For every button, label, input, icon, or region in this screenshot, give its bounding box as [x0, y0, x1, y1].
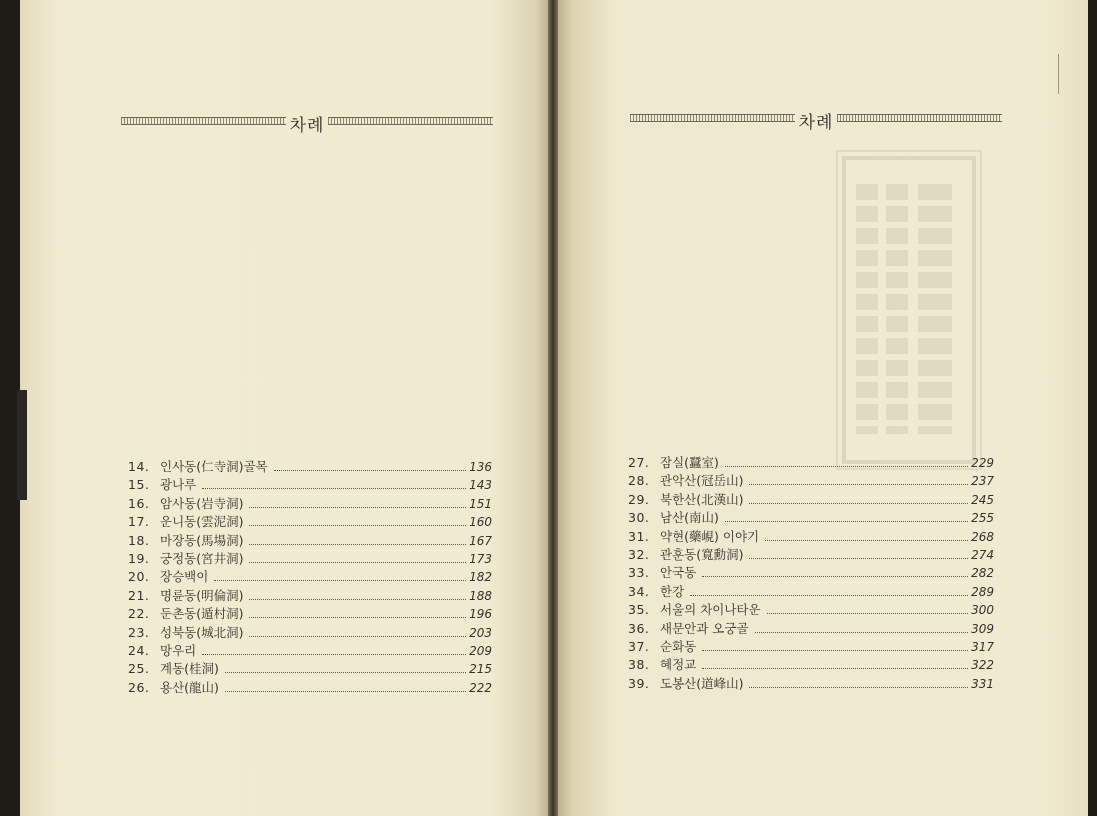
toc-entry-title: 남산(南山): [660, 510, 719, 526]
toc-entry: [128, 532, 492, 550]
toc-entry-page: 322: [971, 658, 994, 673]
toc-entry: [628, 509, 994, 527]
toc-entry-page: 268: [971, 529, 994, 544]
toc-entry-page: 274: [971, 547, 994, 562]
toc-entry-title: 혜정교: [660, 657, 697, 673]
toc-entry-title: 광나루: [160, 477, 197, 493]
book-gutter: [548, 0, 558, 816]
toc-entry-title: 서울의 차이나타운: [660, 602, 761, 618]
toc-entry-page: 245: [971, 492, 994, 507]
toc-entry-number: 26.: [128, 679, 150, 695]
toc-entry-number: 30.: [628, 510, 650, 526]
toc-entry-title: 도봉산(道峰山): [660, 675, 744, 691]
toc-entry-number: 16.: [128, 495, 150, 511]
toc-leader-dots: [225, 672, 466, 673]
toc-entry-page: 255: [971, 511, 994, 526]
toc-leader-dots: [202, 488, 466, 489]
toc-entry-title: 인사동(仁寺洞)골목: [160, 459, 268, 474]
toc-entry-number: 34.: [628, 583, 650, 599]
toc-leader-dots: [249, 507, 466, 508]
toc-entry-number: 23.: [128, 624, 150, 640]
toc-leader-dots: [274, 470, 466, 471]
rule-line: [837, 114, 1002, 122]
toc-entry-number: 14.: [128, 459, 150, 474]
toc-entry-title: 성북동(城北洞): [160, 624, 244, 640]
toc-entry-title: 암사동(岩寺洞): [160, 495, 244, 511]
toc-entry: [128, 605, 492, 623]
toc-entry-number: 15.: [128, 477, 150, 493]
toc-entry-page: 300: [971, 603, 994, 618]
toc-entry-page: 209: [469, 643, 492, 658]
toc-entry: [128, 679, 492, 697]
toc-entry: [628, 620, 994, 638]
toc-entry-page: 143: [469, 478, 492, 493]
toc-leader-dots: [249, 544, 466, 545]
toc-entry-title: 둔촌동(遁村洞): [160, 606, 244, 622]
toc-entry: [628, 491, 994, 509]
toc-entry-title: 장승백이: [160, 569, 209, 585]
toc-entry-number: 21.: [128, 587, 150, 603]
toc-leader-dots: [702, 576, 968, 577]
right-toc-list: [628, 454, 994, 693]
right-heading-rule: [630, 105, 1002, 133]
toc-entry-title: 명륜동(明倫洞): [160, 587, 244, 603]
toc-entry: [128, 476, 492, 494]
toc-leader-dots: [749, 484, 968, 485]
toc-entry-number: 36.: [628, 620, 650, 636]
toc-entry-title: 잠실(蠶室): [660, 455, 719, 470]
toc-leader-dots: [755, 632, 969, 633]
toc-entry: [628, 528, 994, 546]
toc-entry-title: 운니동(雲泥洞): [160, 514, 244, 530]
toc-leader-dots: [749, 687, 968, 688]
left-toc-list: [128, 458, 492, 697]
toc-entry-title: 한강: [660, 583, 685, 599]
toc-entry-page: 182: [469, 570, 492, 585]
toc-entry-number: 39.: [628, 675, 650, 691]
toc-entry-title: 약현(藥峴) 이야기: [660, 528, 760, 544]
toc-leader-dots: [249, 599, 466, 600]
toc-leader-dots: [249, 562, 466, 563]
toc-entry-page: 237: [971, 474, 994, 489]
toc-leader-dots: [702, 650, 968, 651]
toc-leader-dots: [225, 691, 466, 692]
toc-entry: [128, 513, 492, 531]
toc-entry-number: 27.: [628, 455, 650, 470]
library-stamp: [842, 156, 976, 464]
rule-line: [630, 114, 795, 122]
toc-leader-dots: [767, 613, 968, 614]
rule-line: [121, 117, 286, 125]
toc-entry-number: 18.: [128, 532, 150, 548]
toc-entry: [628, 564, 994, 582]
toc-entry-number: 24.: [128, 642, 150, 658]
toc-entry-page: 282: [971, 566, 994, 581]
toc-leader-dots: [202, 654, 466, 655]
toc-entry-title: 새문안과 오궁골: [660, 620, 749, 636]
toc-leader-dots: [765, 540, 968, 541]
toc-leader-dots: [690, 595, 968, 596]
toc-leader-dots: [702, 668, 968, 669]
toc-entry-number: 22.: [128, 606, 150, 622]
toc-entry: [128, 495, 492, 513]
toc-entry: [128, 568, 492, 586]
toc-entry-page: 188: [469, 588, 492, 603]
toc-entry-title: 궁정동(宮井洞): [160, 550, 244, 566]
toc-entry-page: 167: [469, 533, 492, 548]
toc-entry-page: 229: [971, 456, 994, 470]
right-page-heading: 차례: [798, 113, 834, 133]
toc-entry-number: 19.: [128, 550, 150, 566]
toc-entry: [628, 454, 994, 472]
toc-entry-number: 32.: [628, 546, 650, 562]
toc-leader-dots: [749, 558, 968, 559]
toc-entry: [628, 472, 994, 490]
left-page-heading: 차례: [289, 116, 325, 136]
toc-leader-dots: [249, 525, 466, 526]
toc-entry-page: 331: [971, 676, 994, 691]
toc-entry: [128, 550, 492, 568]
toc-entry-number: 29.: [628, 491, 650, 507]
toc-entry-title: 계동(桂洞): [160, 661, 219, 677]
toc-entry-number: 38.: [628, 657, 650, 673]
toc-entry-title: 마장동(馬場洞): [160, 532, 244, 548]
toc-entry-number: 35.: [628, 602, 650, 618]
toc-entry: [128, 624, 492, 642]
toc-entry-page: 215: [469, 662, 492, 677]
toc-entry-page: 173: [469, 551, 492, 566]
toc-entry-page: 289: [971, 584, 994, 599]
toc-entry-page: 222: [469, 680, 492, 695]
toc-leader-dots: [725, 466, 968, 467]
toc-leader-dots: [749, 503, 968, 504]
spine-mark: [17, 390, 27, 500]
toc-entry: [628, 583, 994, 601]
toc-entry: [628, 601, 994, 619]
toc-entry-number: 20.: [128, 569, 150, 585]
toc-entry-number: 33.: [628, 565, 650, 581]
toc-entry-page: 136: [469, 460, 492, 474]
toc-entry-number: 17.: [128, 514, 150, 530]
toc-entry: [628, 656, 994, 674]
toc-entry-number: 37.: [628, 638, 650, 654]
rule-line: [328, 117, 493, 125]
toc-leader-dots: [249, 617, 466, 618]
toc-entry: [128, 642, 492, 660]
toc-leader-dots: [725, 521, 968, 522]
toc-entry-title: 북한산(北漢山): [660, 491, 744, 507]
toc-entry-page: 203: [469, 625, 492, 640]
toc-entry-title: 안국동: [660, 565, 697, 581]
toc-leader-dots: [249, 636, 466, 637]
toc-entry-number: 31.: [628, 528, 650, 544]
toc-entry: [628, 675, 994, 693]
toc-entry: [628, 638, 994, 656]
toc-entry: [628, 546, 994, 564]
toc-entry-title: 순화동: [660, 638, 697, 654]
toc-entry-title: 관훈동(寬勳洞): [660, 546, 744, 562]
toc-entry-title: 관악산(冠岳山): [660, 473, 744, 489]
toc-entry: [128, 587, 492, 605]
toc-entry-page: 160: [469, 515, 492, 530]
toc-leader-dots: [214, 580, 466, 581]
toc-entry-number: 28.: [628, 473, 650, 489]
toc-entry-page: 151: [469, 496, 492, 511]
toc-entry-page: 196: [469, 607, 492, 622]
page-edge-mark: [1058, 54, 1059, 94]
toc-entry: [128, 458, 492, 476]
toc-entry: [128, 660, 492, 678]
left-heading-rule: [121, 108, 493, 136]
toc-entry-title: 망우리: [160, 642, 197, 658]
toc-entry-title: 용산(龍山): [160, 679, 219, 695]
toc-entry-page: 317: [971, 639, 994, 654]
toc-entry-number: 25.: [128, 661, 150, 677]
toc-entry-page: 309: [971, 621, 994, 636]
